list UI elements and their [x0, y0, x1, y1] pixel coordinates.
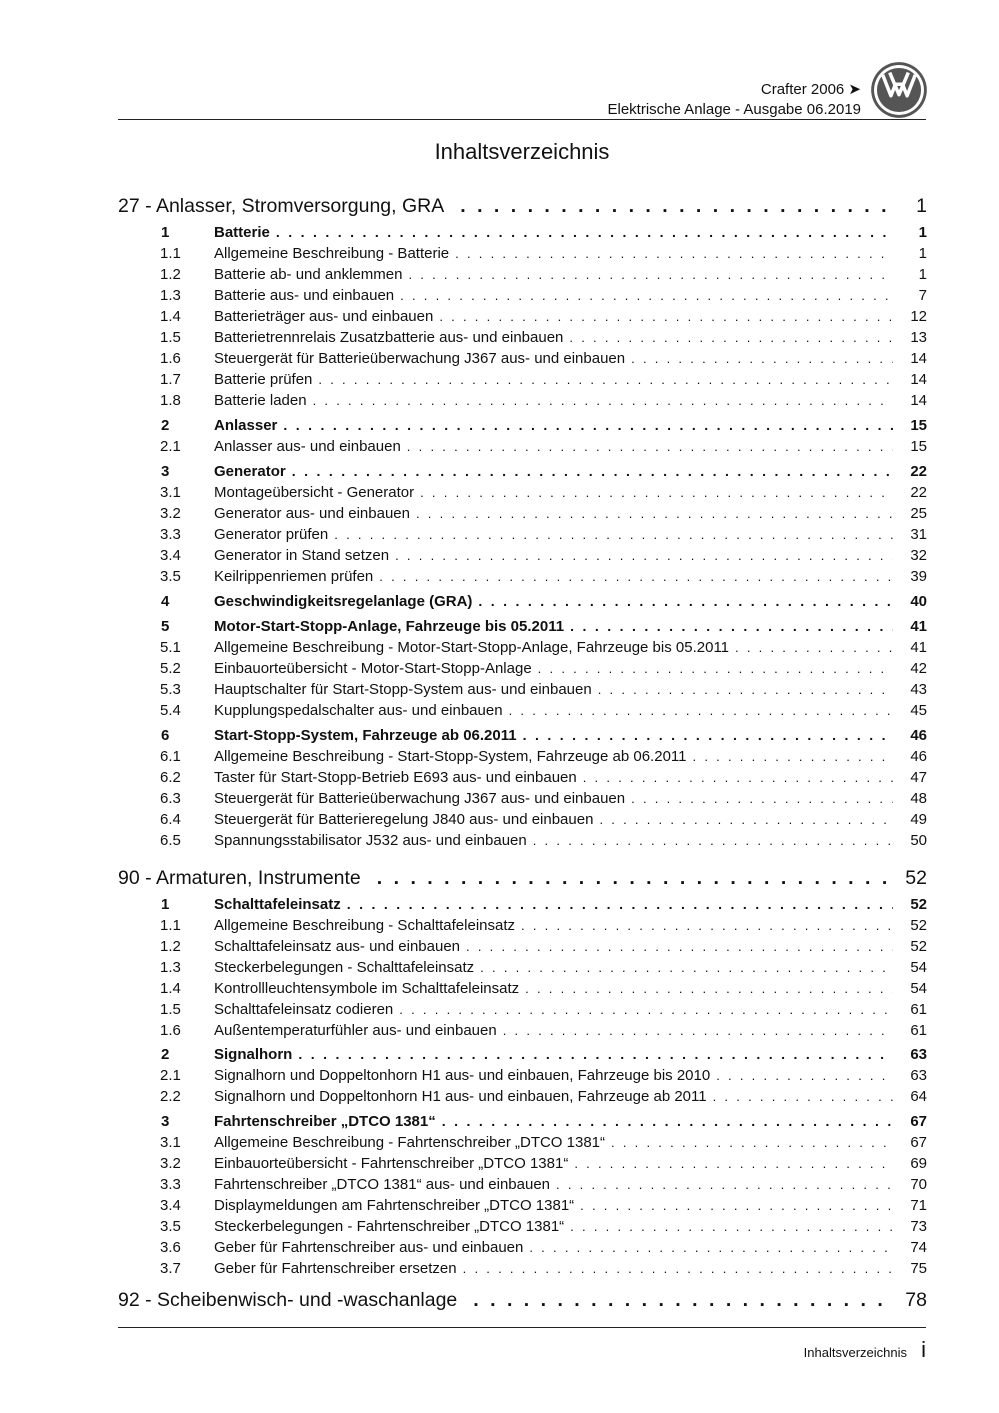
toc-page-number: 74: [910, 1239, 927, 1256]
toc-subsection[interactable]: [118, 1001, 927, 1018]
dot-leader: [292, 463, 893, 479]
toc-subsection[interactable]: [118, 1260, 927, 1277]
toc-number: 3.1: [160, 1134, 181, 1151]
toc-page-number: 52: [905, 867, 927, 889]
dot-leader: [538, 661, 893, 676]
toc-number: 5.4: [160, 702, 181, 719]
toc-subsection[interactable]: [118, 1176, 927, 1193]
toc-entry-title: Anlasser aus- und einbauen: [214, 438, 401, 455]
toc-page-number: 40: [910, 593, 927, 610]
footer-label: Inhaltsverzeichnis: [803, 1345, 907, 1360]
toc-entry-title: Anlasser: [214, 417, 278, 434]
toc-entry-title: Geber für Fahrtenschreiber ersetzen: [214, 1260, 457, 1277]
toc-page-number: 54: [910, 959, 927, 976]
toc-number: 3.6: [160, 1239, 181, 1256]
toc-entry-title: Schalttafeleinsatz aus- und einbauen: [214, 938, 461, 955]
toc-page-number: 43: [910, 681, 927, 698]
dot-leader: [460, 195, 893, 218]
toc-entry-title: Signalhorn und Doppeltonhorn H1 aus- und einbauen, Fahrzeuge bis 2010: [214, 1067, 711, 1084]
toc-entry-title: 27 - Anlasser, Stromversorgung, GRA: [118, 195, 445, 217]
header-divider: [118, 119, 926, 120]
toc-number: 1.3: [160, 959, 181, 976]
toc-number: 6.3: [160, 790, 181, 807]
toc-number: 3: [161, 463, 170, 480]
toc-number: 6.1: [160, 748, 181, 765]
toc-number: 1.8: [160, 392, 181, 409]
toc-page-number: 42: [910, 660, 927, 677]
toc-number: 5.2: [160, 660, 181, 677]
toc-subsection[interactable]: [118, 769, 927, 786]
toc-page-number: 69: [910, 1155, 927, 1172]
toc-section[interactable]: [118, 727, 927, 744]
dot-leader: [442, 1113, 893, 1129]
toc-number: 5.3: [160, 681, 181, 698]
toc-number: 1: [161, 896, 170, 913]
toc-page-number: 1: [918, 266, 927, 283]
toc-section[interactable]: [118, 1113, 927, 1130]
toc-number: 3.5: [160, 568, 181, 585]
dot-leader: [735, 640, 893, 655]
toc-entry-title: Allgemeine Beschreibung - Schalttafeleinsatz: [214, 917, 516, 934]
dot-leader: [570, 1219, 893, 1234]
toc-number: 1.2: [160, 266, 181, 283]
toc-number: 1.7: [160, 371, 181, 388]
dot-leader: [599, 812, 893, 827]
toc-number: 3.7: [160, 1260, 181, 1277]
toc-subsection[interactable]: [118, 660, 927, 677]
toc-number: 1.6: [160, 1022, 181, 1039]
toc-entry-title: Hauptschalter für Start-Stopp-System aus- und einbauen: [214, 681, 592, 698]
vw-logo: [870, 61, 928, 119]
toc-subsection[interactable]: [118, 308, 927, 325]
dot-leader: [598, 682, 893, 697]
toc-entry-title: Schalttafeleinsatz codieren: [214, 1001, 394, 1018]
dot-leader: [523, 727, 893, 743]
toc-number: 6.4: [160, 811, 181, 828]
toc-entry-title: Generator in Stand setzen: [214, 547, 390, 564]
toc-subsection[interactable]: [118, 917, 927, 934]
toc-entry-title: Keilrippenriemen prüfen: [214, 568, 374, 585]
toc-entry-title: Montageübersicht - Generator: [214, 484, 415, 501]
dot-leader: [408, 267, 893, 282]
toc-page-number: 49: [910, 811, 927, 828]
toc-subsection[interactable]: [118, 938, 927, 955]
toc-subsection[interactable]: [118, 1197, 927, 1214]
dot-leader: [631, 791, 893, 806]
toc-entry-title: Kupplungspedalschalter aus- und einbauen: [214, 702, 503, 719]
dot-leader: [395, 548, 893, 563]
dot-leader: [693, 749, 894, 764]
toc-page-number: 45: [910, 702, 927, 719]
dot-leader: [583, 770, 893, 785]
toc-page-number: 14: [910, 350, 927, 367]
toc-subsection[interactable]: [118, 438, 927, 455]
toc-number: 3.2: [160, 505, 181, 522]
toc-page-number: 41: [910, 639, 927, 656]
dot-leader: [569, 330, 893, 345]
footer-divider: [118, 1327, 926, 1328]
toc-subsection[interactable]: [118, 526, 927, 543]
dot-leader: [480, 960, 893, 975]
toc-subsection[interactable]: [118, 266, 927, 283]
toc-subsection[interactable]: [118, 681, 927, 698]
toc-page-number: 12: [910, 308, 927, 325]
toc-subsection[interactable]: [118, 329, 927, 346]
toc-entry-title: Generator: [214, 463, 286, 480]
toc-page-number: 22: [910, 463, 927, 480]
toc-number: 1.3: [160, 287, 181, 304]
toc-entry-title: Signalhorn: [214, 1046, 293, 1063]
toc-subsection[interactable]: [118, 245, 927, 262]
toc-number: 1.5: [160, 1001, 181, 1018]
toc-page-number: 1: [916, 195, 927, 217]
toc-entry-title: Steckerbelegungen - Fahrtenschreiber „DTCO 1381“: [214, 1218, 565, 1235]
toc-subsection[interactable]: [118, 832, 927, 849]
toc-number: 5: [161, 618, 170, 635]
toc-page-number: 31: [910, 526, 927, 543]
toc-section[interactable]: [118, 224, 927, 241]
dot-leader: [463, 1261, 893, 1276]
toc-entry-title: Generator prüfen: [214, 526, 329, 543]
toc-entry-title: Start-Stopp-System, Fahrzeuge ab 06.2011: [214, 727, 517, 744]
dot-leader: [611, 1135, 893, 1150]
dot-leader: [377, 867, 893, 890]
toc-page-number: 13: [910, 329, 927, 346]
toc-page-number: 1: [918, 245, 927, 262]
dot-leader: [509, 703, 893, 718]
toc-entry-title: Motor-Start-Stopp-Anlage, Fahrzeuge bis 05.2011: [214, 618, 565, 635]
dot-leader: [521, 918, 893, 933]
toc-chapter[interactable]: [118, 867, 927, 890]
dot-leader: [400, 288, 893, 303]
toc-page-number: 63: [910, 1067, 927, 1084]
dot-leader: [716, 1068, 893, 1083]
toc-page-number: 71: [910, 1197, 927, 1214]
toc-section[interactable]: [118, 463, 927, 480]
dot-leader: [334, 527, 893, 542]
toc-page-number: 46: [910, 727, 927, 744]
toc-entry-title: Batterieträger aus- und einbauen: [214, 308, 434, 325]
toc-subsection[interactable]: [118, 1155, 927, 1172]
dot-leader: [298, 1046, 893, 1062]
toc-subsection[interactable]: [118, 811, 927, 828]
toc-entry-title: Allgemeine Beschreibung - Fahrtenschreiber „DTCO 1381“: [214, 1134, 606, 1151]
toc-page-number: 50: [910, 832, 927, 849]
toc-entry-title: Geschwindigkeitsregelanlage (GRA): [214, 593, 473, 610]
toc-entry-title: Spannungsstabilisator J532 aus- und einbauen: [214, 832, 527, 849]
toc-entry-title: 90 - Armaturen, Instrumente: [118, 867, 361, 889]
toc-number: 2: [161, 417, 170, 434]
dot-leader: [455, 246, 893, 261]
toc-number: 3.4: [160, 547, 181, 564]
toc-page-number: 46: [910, 748, 927, 765]
toc-entry-title: Batterie prüfen: [214, 371, 313, 388]
toc-subsection[interactable]: [118, 1088, 927, 1105]
toc-subsection[interactable]: [118, 980, 927, 997]
toc-page-number: 75: [910, 1260, 927, 1277]
toc-subsection[interactable]: [118, 547, 927, 564]
toc-page-number: 61: [910, 1001, 927, 1018]
toc-number: 2.1: [160, 1067, 181, 1084]
toc-page-number: 64: [910, 1088, 927, 1105]
dot-leader: [574, 1156, 893, 1171]
toc-entry-title: Batterie aus- und einbauen: [214, 287, 395, 304]
footer-page-number: i: [921, 1337, 926, 1362]
toc-subsection[interactable]: [118, 287, 927, 304]
dot-leader: [318, 372, 893, 387]
toc-page-number: 25: [910, 505, 927, 522]
toc-subsection[interactable]: [118, 568, 927, 585]
header-edition: Elektrische Anlage - Ausgabe 06.2019: [607, 101, 861, 118]
toc-entry-title: Steuergerät für Batterieüberwachung J367 aus- und einbauen: [214, 790, 626, 807]
toc-number: 4: [161, 593, 170, 610]
dot-leader: [420, 485, 893, 500]
toc-page-number: 14: [910, 392, 927, 409]
toc-entry-title: Fahrtenschreiber „DTCO 1381“ aus- und einbauen: [214, 1176, 551, 1193]
dot-leader: [556, 1177, 893, 1192]
toc-number: 1.1: [160, 245, 181, 262]
toc-entry-title: Batterie ab- und anklemmen: [214, 266, 403, 283]
toc-subsection[interactable]: [118, 371, 927, 388]
dot-leader: [399, 1002, 893, 1017]
toc-entry-title: Steckerbelegungen - Schalttafeleinsatz: [214, 959, 475, 976]
toc-number: 1.4: [160, 980, 181, 997]
toc-page-number: 63: [910, 1046, 927, 1063]
dot-leader: [533, 833, 893, 848]
dot-leader: [525, 981, 893, 996]
toc-number: 5.1: [160, 639, 181, 656]
dot-leader: [631, 351, 893, 366]
dot-leader: [313, 393, 893, 408]
toc-number: 2.1: [160, 438, 181, 455]
toc-section[interactable]: [118, 896, 927, 913]
toc-entry-title: Displaymeldungen am Fahrtenschreiber „DTCO 1381“: [214, 1197, 575, 1214]
toc-entry-title: Steuergerät für Batterieregelung J840 aus- und einbauen: [214, 811, 594, 828]
toc-number: 2.2: [160, 1088, 181, 1105]
toc-number: 1.5: [160, 329, 181, 346]
toc-section[interactable]: [118, 1046, 927, 1063]
toc-subsection[interactable]: [118, 1239, 927, 1256]
toc-entry-title: Einbauorteübersicht - Motor-Start-Stopp-Anlage: [214, 660, 532, 677]
toc-number: 3.4: [160, 1197, 181, 1214]
toc-page-number: 54: [910, 980, 927, 997]
dot-leader: [407, 439, 893, 454]
dot-leader: [570, 618, 893, 634]
toc-page-number: 32: [910, 547, 927, 564]
toc-entry-title: Allgemeine Beschreibung - Motor-Start-Stopp-Anlage, Fahrzeuge bis 05.2011: [214, 639, 730, 656]
toc-entry-title: Batterietrennrelais Zusatzbatterie aus- und einbauen: [214, 329, 564, 346]
toc-subsection[interactable]: [118, 639, 927, 656]
dot-leader: [283, 417, 893, 433]
toc-subsection[interactable]: [118, 484, 927, 501]
toc-number: 1.2: [160, 938, 181, 955]
toc-subsection[interactable]: [118, 959, 927, 976]
header-model: Crafter 2006 ➤: [760, 81, 861, 98]
dot-leader: [466, 939, 893, 954]
toc-subsection[interactable]: [118, 702, 927, 719]
toc-entry-title: Geber für Fahrtenschreiber aus- und einbauen: [214, 1239, 524, 1256]
toc-page-number: 41: [910, 618, 927, 635]
toc-entry-title: Batterie: [214, 224, 270, 241]
dot-leader: [580, 1198, 893, 1213]
toc-number: 3: [161, 1113, 170, 1130]
toc-number: 3.3: [160, 1176, 181, 1193]
toc-subsection[interactable]: [118, 1022, 927, 1039]
dot-leader: [379, 569, 893, 584]
toc-number: 2: [161, 1046, 170, 1063]
toc-number: 1.1: [160, 917, 181, 934]
toc-page-number: 70: [910, 1176, 927, 1193]
toc-entry-title: Steuergerät für Batterieüberwachung J367 aus- und einbauen: [214, 350, 626, 367]
toc-number: 3.2: [160, 1155, 181, 1172]
toc-section[interactable]: [118, 417, 927, 434]
toc-section[interactable]: [118, 593, 927, 610]
toc-entry-title: Allgemeine Beschreibung - Start-Stopp-System, Fahrzeuge ab 06.2011: [214, 748, 687, 765]
toc-subsection[interactable]: [118, 392, 927, 409]
toc-page-number: 67: [910, 1113, 927, 1130]
toc-section[interactable]: [118, 618, 927, 635]
toc-entry-title: Generator aus- und einbauen: [214, 505, 410, 522]
toc-page-number: 47: [910, 769, 927, 786]
toc-page-number: 52: [910, 917, 927, 934]
toc-chapter[interactable]: [118, 1289, 927, 1312]
toc-number: 3.5: [160, 1218, 181, 1235]
toc-entry-title: Taster für Start-Stopp-Betrieb E693 aus- und einbauen: [214, 769, 577, 786]
toc-subsection[interactable]: [118, 1218, 927, 1235]
toc-page-number: 7: [918, 287, 927, 304]
dot-leader: [473, 1289, 893, 1312]
toc-number: 6.2: [160, 769, 181, 786]
toc-number: 6.5: [160, 832, 181, 849]
toc-page-number: 1: [918, 224, 927, 241]
toc-subsection[interactable]: [118, 790, 927, 807]
dot-leader: [529, 1240, 893, 1255]
toc-number: 3.3: [160, 526, 181, 543]
toc-entry-title: Batterie laden: [214, 392, 307, 409]
toc-page-number: 52: [910, 938, 927, 955]
dot-leader: [276, 224, 893, 240]
toc-page-number: 14: [910, 371, 927, 388]
dot-leader: [416, 506, 893, 521]
page-title: Inhaltsverzeichnis: [434, 139, 610, 164]
dot-leader: [478, 593, 893, 609]
toc-number: 1.4: [160, 308, 181, 325]
dot-leader: [347, 896, 893, 912]
toc-subsection[interactable]: [118, 350, 927, 367]
toc-page-number: 22: [910, 484, 927, 501]
toc-number: 6: [161, 727, 170, 744]
toc-number: 1: [161, 224, 170, 241]
toc-number: 3.1: [160, 484, 181, 501]
toc-entry-title: Einbauorteübersicht - Fahrtenschreiber „DTCO 1381“: [214, 1155, 569, 1172]
toc-page-number: 67: [910, 1134, 927, 1151]
toc-entry-title: Kontrollleuchtensymbole im Schalttafeleinsatz: [214, 980, 520, 997]
toc-entry-title: Fahrtenschreiber „DTCO 1381“: [214, 1113, 436, 1130]
toc-entry-title: Signalhorn und Doppeltonhorn H1 aus- und einbauen, Fahrzeuge ab 2011: [214, 1088, 707, 1105]
toc-subsection[interactable]: [118, 1134, 927, 1151]
toc-entry-title: Allgemeine Beschreibung - Batterie: [214, 245, 450, 262]
toc-page-number: 39: [910, 568, 927, 585]
toc-entry-title: 92 - Scheibenwisch- und -waschanlage: [118, 1289, 458, 1311]
dot-leader: [503, 1023, 893, 1038]
toc-page-number: 15: [910, 417, 927, 434]
toc-page-number: 73: [910, 1218, 927, 1235]
toc-number: 1.6: [160, 350, 181, 367]
toc-subsection[interactable]: [118, 748, 927, 765]
toc-page-number: 15: [910, 438, 927, 455]
toc-entry-title: Außentemperaturfühler aus- und einbauen: [214, 1022, 497, 1039]
dot-leader: [713, 1089, 893, 1104]
toc-chapter[interactable]: [118, 195, 927, 218]
toc-subsection[interactable]: [118, 505, 927, 522]
toc-entry-title: Schalttafeleinsatz: [214, 896, 341, 913]
toc-page-number: 61: [910, 1022, 927, 1039]
toc-page-number: 48: [910, 790, 927, 807]
toc-subsection[interactable]: [118, 1067, 927, 1084]
toc-page-number: 52: [910, 896, 927, 913]
dot-leader: [439, 309, 893, 324]
toc-page-number: 78: [905, 1289, 927, 1311]
